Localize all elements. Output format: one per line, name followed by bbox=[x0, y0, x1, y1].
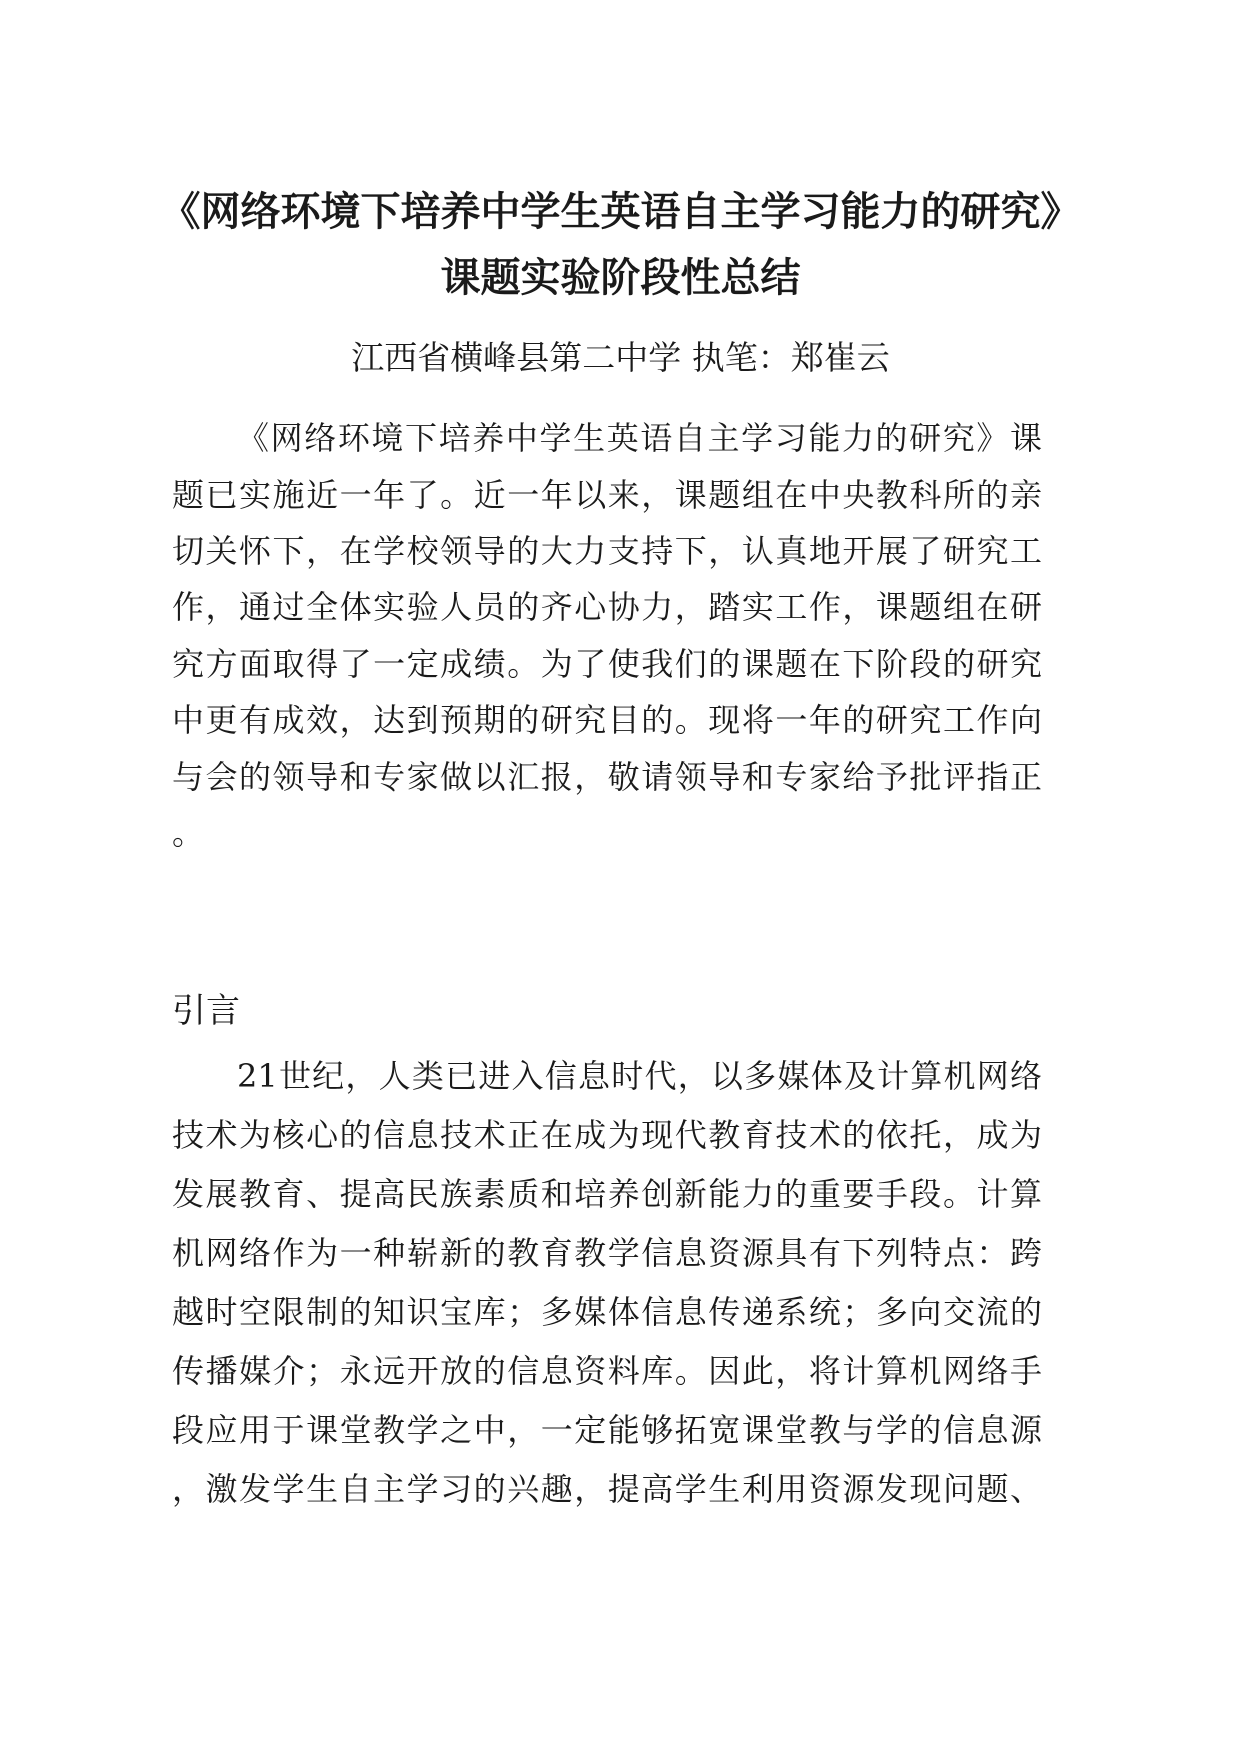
section-heading: 引言 bbox=[172, 991, 240, 1031]
section-line: 传播媒介；永远开放的信息资料库。因此，将计算机网络手 bbox=[172, 1352, 1042, 1390]
intro-line: 切关怀下，在学校领导的大力支持下，认真地开展了研究工 bbox=[172, 532, 1042, 570]
intro-line: 中更有成效，达到预期的研究目的。现将一年的研究工作向 bbox=[172, 701, 1042, 739]
intro-line: 作，通过全体实验人员的齐心协力，踏实工作，课题组在研 bbox=[172, 588, 1042, 626]
intro-line: 究方面取得了一定成绩。为了使我们的课题在下阶段的研究 bbox=[172, 645, 1042, 683]
section-line: 技术为核心的信息技术正在成为现代教育技术的依托，成为 bbox=[172, 1116, 1042, 1154]
intro-line: 题已实施近一年了。近一年以来，课题组在中央教科所的亲 bbox=[172, 476, 1042, 514]
document-title-line-2: 课题实验阶段性总结 bbox=[440, 254, 801, 301]
section-line: 发展教育、提高民族素质和培养创新能力的重要手段。计算 bbox=[172, 1175, 1042, 1213]
author-byline: 江西省横峰县第二中学 执笔：郑崔云 bbox=[351, 338, 890, 377]
intro-line: 。 bbox=[172, 814, 205, 852]
intro-line: 《网络环境下培养中学生英语自主学习能力的研究》课 bbox=[237, 419, 1042, 457]
intro-line: 与会的领导和专家做以汇报，敬请领导和专家给予批评指正 bbox=[172, 758, 1042, 796]
section-line: 21世纪，人类已进入信息时代，以多媒体及计算机网络 bbox=[237, 1057, 1042, 1095]
section-line: 越时空限制的知识宝库；多媒体信息传递系统；多向交流的 bbox=[172, 1293, 1042, 1331]
section-line: 段应用于课堂教学之中，一定能够拓宽课堂教与学的信息源 bbox=[172, 1411, 1042, 1449]
document-title-line-1: 《网络环境下培养中学生英语自主学习能力的研究》 bbox=[160, 188, 1081, 235]
section-line: ，激发学生自主学习的兴趣，提高学生利用资源发现问题、 bbox=[172, 1470, 1042, 1508]
section-line: 机网络作为一种崭新的教育教学信息资源具有下列特点：跨 bbox=[172, 1234, 1042, 1272]
